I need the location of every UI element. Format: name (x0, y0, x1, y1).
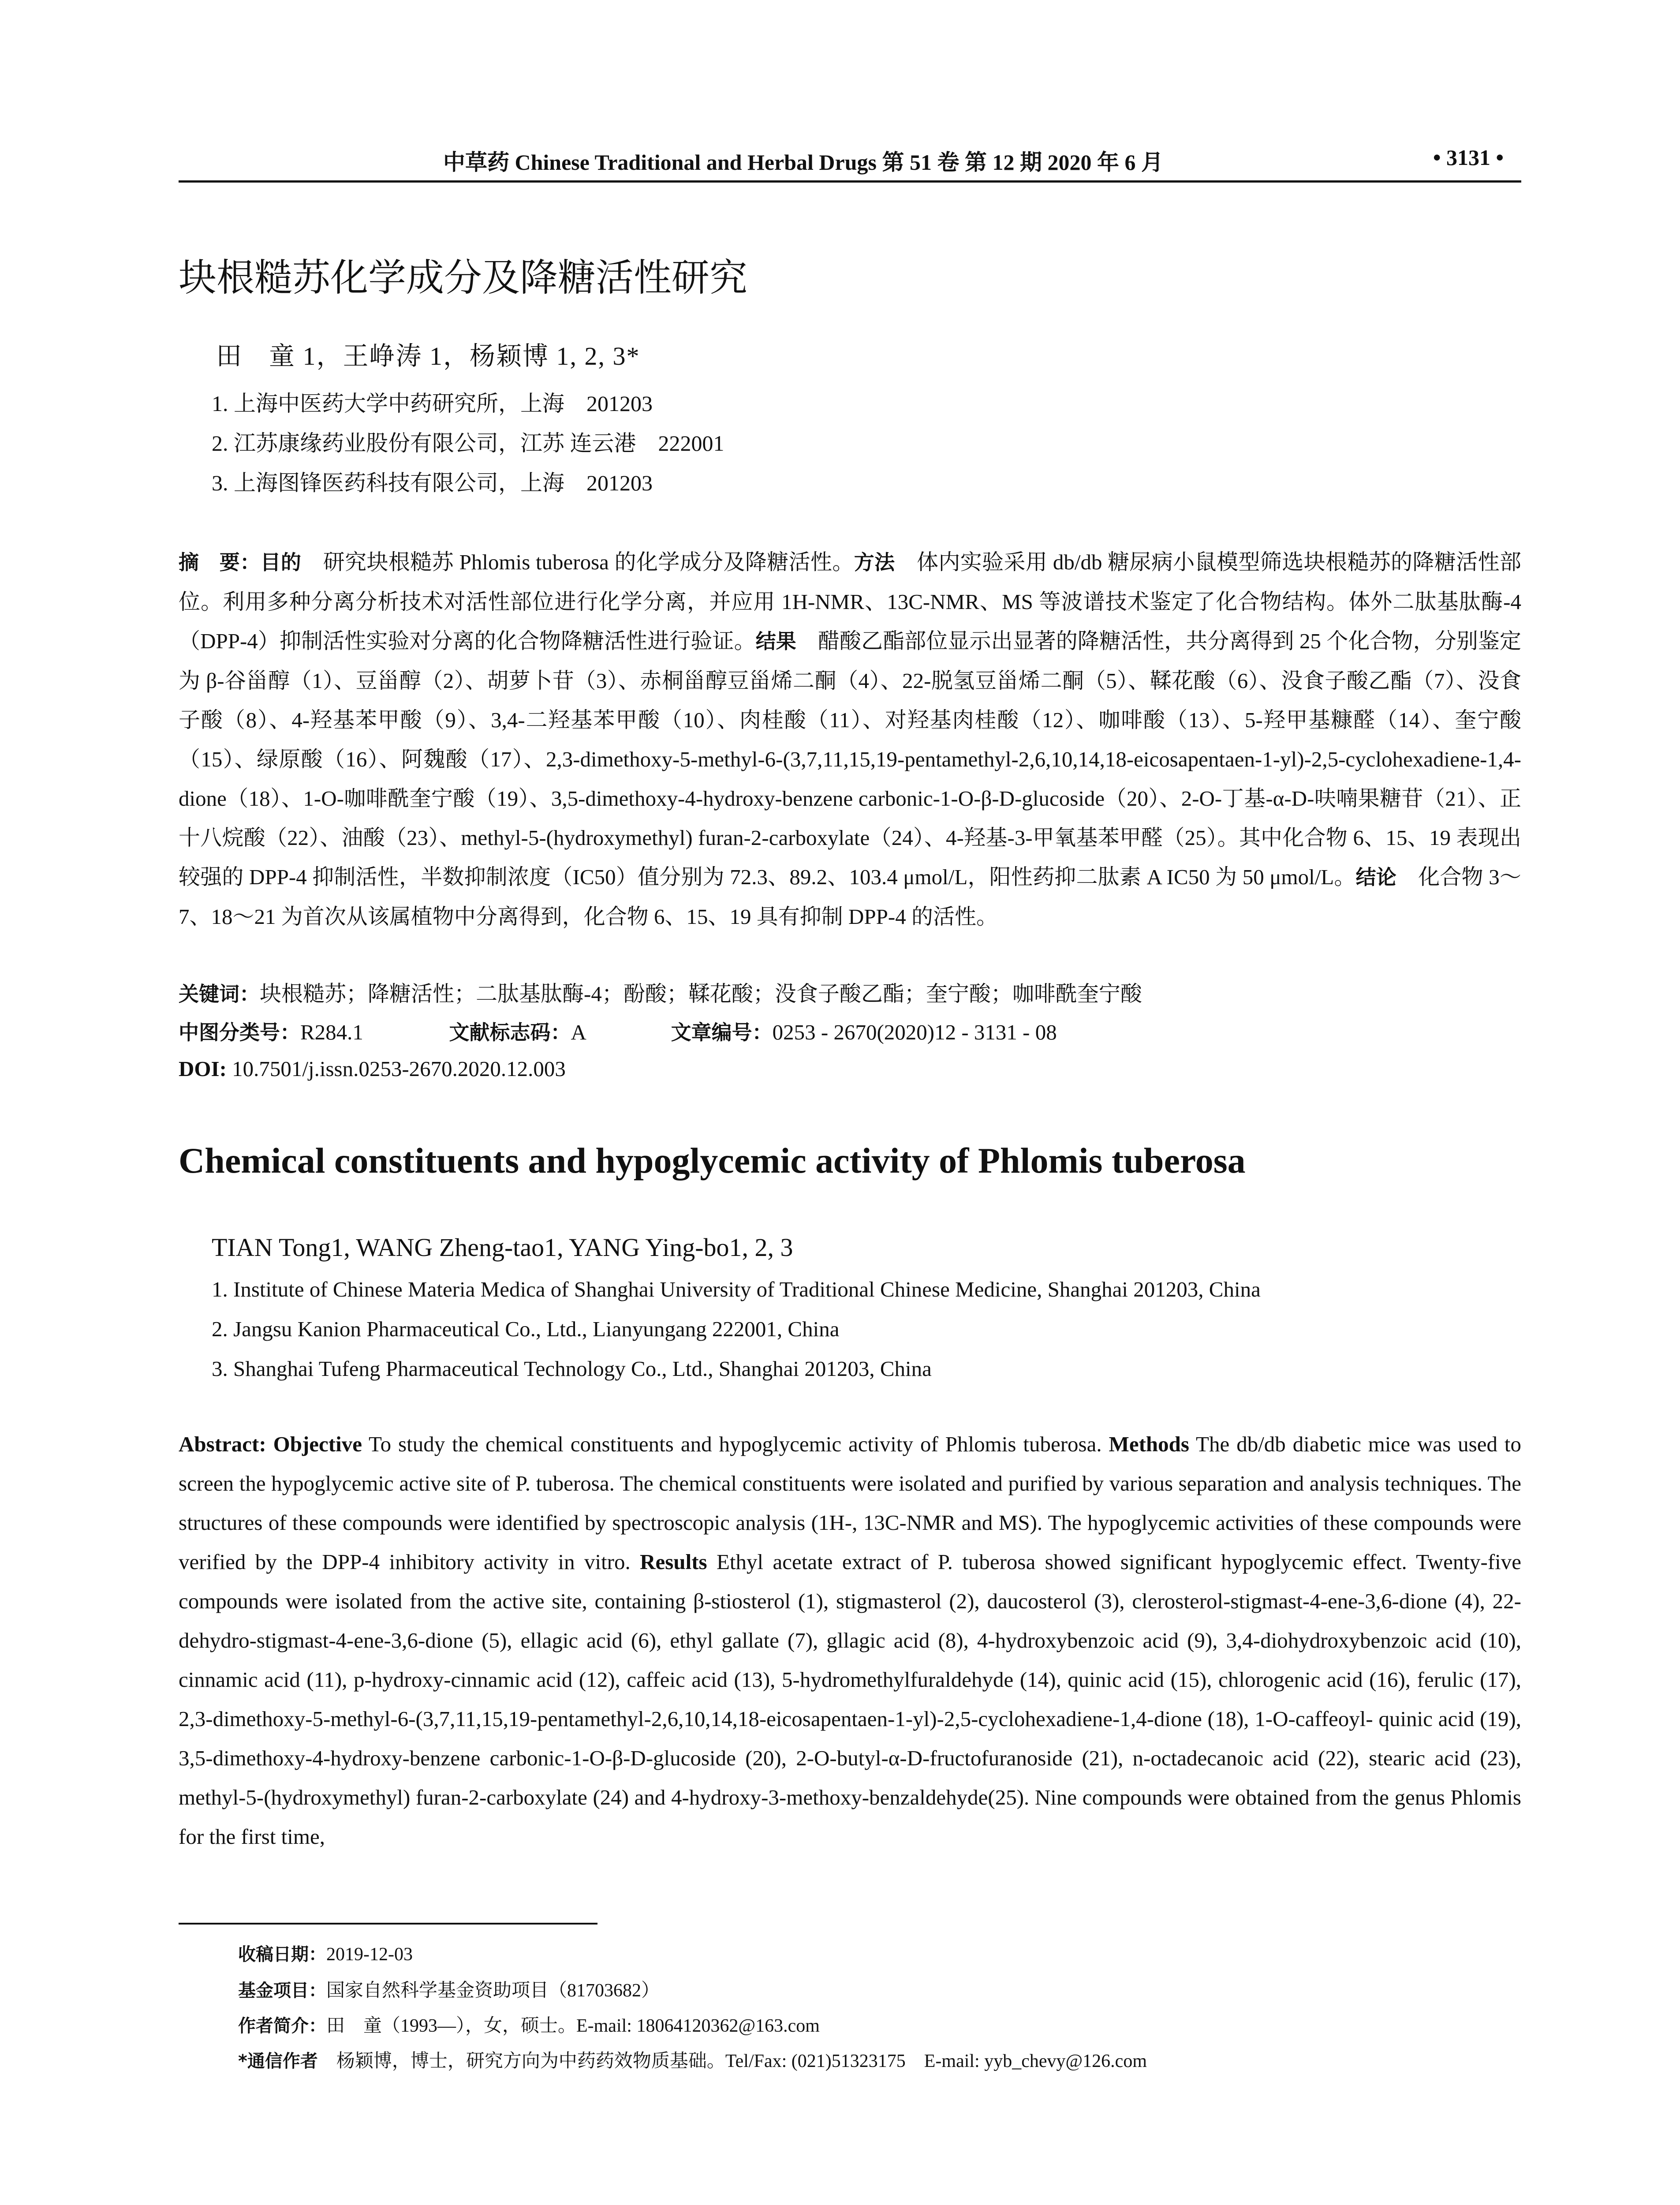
footnote-rule (179, 1923, 597, 1925)
cn-affiliation-1: 1. 上海中医药大学中药研究所，上海 201203 (212, 391, 653, 416)
cn-abstract-label: 摘 要： (179, 550, 261, 574)
en-methods: The db/db diabetic mice was used to screen the hypoglycemic active site of P. tuberosa. The chemical constituents were isolated and purified by various separation and analysis techniques. The structures of these compounds were identified by spectroscopic analysis (1H-, 13C-NMR and MS). The hypoglycemic activities of these compounds were verified by the DPP-4 inhibitory activity in vitro. (179, 1432, 1522, 1574)
cn-abstract (179, 542, 1521, 936)
en-results-label: Results (640, 1550, 707, 1574)
cn-methods: 体内实验采用 db/db 糖尿病小鼠模型筛选块根糙苏的降糖活性部位。利用多种分离分析技术对活性部位进行化学分离，并应用 1H-NMR、13C-NMR、MS 等波谱技术鉴定了化合物结构。体外二肽基肽酶-4（DPP-4）抑制活性实验对分离的化合物降糖活性进行验证。 (179, 550, 1522, 653)
en-results: Ethyl acetate extract of P. tuberosa showed significant hypoglycemic effect. Twenty-five compounds were isolated from the active site, containing β-stiosterol (1), stigmasterol (2), daucosterol (3), clerosterol-stigmast-4-ene-3,6-dione (4), 22-dehydro-stigmast-4-ene-3,6-dione (5), ellagic acid (6), ethyl gallate (7), gllagic acid (8), 4-hydroxybenzoic acid (9), 3,4-diohydroxybenzoic acid (10), cinnamic acid (11), p-hydroxy-cinnamic acid (12), caffeic acid (13), 5-hydromethylfuraldehyde (14), quinic acid (15), chlorogenic acid (16), ferulic (17), 2,3-dimethoxy-5-methyl-6-(3,7,11,15,19-pentamethyl-2,6,10,14,18-eicosapentaen-1-yl)-2,5-cyclohexadiene-1,4-dione (18), 1-O-caffeoyl- quinic acid (19), 3,5-dimethoxy-4-hydroxy-benzene carbonic-1-O-β-D-glucoside (20), 2-O-butyl-α-D-fructofuranoside (21), n-octadecanoic acid (22), stearic acid (23), methyl-5-(hydroxymethyl) furan-2-carboxylate (24) and 4-hydroxy-3-methoxy-benzaldehyde(25). Nine compounds were obtained from the genus Phlomis for the first time, (179, 1550, 1521, 1849)
journal-name: 中草药 Chinese Traditional and Herbal Drugs 第 51 卷 第 12 期 2020 年 6 月 (443, 150, 1163, 175)
en-objective: To study the chemical constituents and hypoglycemic activity of Phlomis tuberosa. (362, 1432, 1102, 1456)
page-number: • 3131 • (1433, 145, 1504, 170)
en-authors: TIAN Tong1, WANG Zheng-tao1, YANG Ying-bo1, 2, 3 (212, 1233, 793, 1262)
en-affiliation-1: 1. Institute of Chinese Materia Medica of Shanghai University of Traditional Chinese Medicine, Shanghai 201203, China (212, 1277, 1261, 1301)
footnote-text: 田 童（1993—），女，硕士。E-mail: 18064120362@163.com (326, 2016, 820, 2036)
footnote-received (238, 1940, 413, 1966)
doccode-label: 文献标志码： (449, 1020, 571, 1044)
footnote-label: 作者简介： (238, 2016, 326, 2036)
cn-objective-label: 目的 (260, 550, 302, 574)
en-abstract-label: Abstract: Objective (179, 1432, 362, 1456)
cn-authors: 田 童 1，王峥涛 1，杨颖博 1, 2, 3* (216, 342, 640, 370)
footnote-label: *通信作者 (238, 2051, 318, 2071)
en-affiliation-3: 3. Shanghai Tufeng Pharmaceutical Technology Co., Ltd., Shanghai 201203, China (212, 1357, 932, 1381)
cn-conclusion: 化合物 3～7、18～21 为首次从该属植物中分离得到，化合物 6、15、19 具有抑制 DPP-4 的活性。 (179, 865, 1521, 929)
cn-keywords-label: 关键词： (179, 982, 260, 1006)
header-rule (179, 180, 1521, 183)
footnote-text: 2019-12-03 (326, 1944, 413, 1965)
footnote-label: 收稿日期： (238, 1944, 326, 1965)
article-no-value: 0253 - 2670(2020)12 - 3131 - 08 (772, 1020, 1057, 1044)
cn-affiliation-2: 2. 江苏康缘药业股份有限公司，江苏 连云港 222001 (212, 431, 724, 456)
footnote-label: 基金项目： (238, 1981, 326, 2001)
en-affiliation-2: 2. Jangsu Kanion Pharmaceutical Co., Ltd., Lianyungang 222001, China (212, 1317, 840, 1341)
doccode-value: A (571, 1020, 586, 1044)
en-title: Chemical constituents and hypoglycemic activity of Phlomis tuberosa (179, 1140, 1246, 1181)
cn-classification-line (179, 1017, 1057, 1046)
cn-objective: 研究块根糙苏 Phlomis tuberosa 的化学成分及降糖活性。 (301, 550, 854, 574)
clc-value: R284.1 (300, 1020, 363, 1044)
footnote-text: 国家自然科学基金资助项目（81703682） (326, 1981, 660, 2001)
cn-results: 醋酸乙酯部位显示出显著的降糖活性，共分离得到 25 个化合物，分别鉴定为 β-谷甾醇（1）、豆甾醇（2）、胡萝卜苷（3）、赤桐甾醇豆甾烯二酮（4）、22-脱氢豆甾烯二酮（5）、鞣花酸（6）、没食子酸乙酯（7）、没食子酸（8）、4-羟基苯甲酸（9）、3,4-二羟基苯甲酸（10）、肉桂酸（11）、对羟基肉桂酸（12）、咖啡酸（13）、5-羟甲基糠醛（14）、奎宁酸（15）、绿原酸（16）、阿魏酸（17）、2,3-dimethoxy-5-methyl-6-(3,7,11,15,19-pentamethyl-2,6,10,14,18-eicosapentaen-1-yl)-2,5-cyclohexadiene-1,4-dione（18）、1-O-咖啡酰奎宁酸（19）、3,5-dimethoxy-4-hydroxy-benzene carbonic-1-O-β-D-glucoside（20）、2-O-丁基-α-D-呋喃果糖苷（21）、正十八烷酸（22）、油酸（23）、methyl-5-(hydroxymethyl) furan-2-carboxylate（24）、4-羟基-3-甲氧基苯甲醛（25）。其中化合物 6、15、19 表现出较强的 DPP-4 抑制活性，半数抑制浓度（IC50）值分别为 72.3、89.2、103.4 μmol/L，阳性药抑二肽素 A IC50 为 50 μmol/L。 (179, 629, 1521, 889)
footnote-funding (238, 1976, 660, 2002)
doi-value: 10.7501/j.issn.0253-2670.2020.12.003 (226, 1057, 566, 1081)
footnote-author-bio (238, 2011, 820, 2037)
article-no-label: 文章编号： (671, 1020, 773, 1044)
en-methods-label: Methods (1109, 1432, 1189, 1456)
footnote-corresponding (238, 2046, 1147, 2073)
footnote-text: 杨颖博，博士，研究方向为中药药效物质基础。Tel/Fax: (021)51323175 E-mail: yyb_chevy@126.com (317, 2051, 1147, 2071)
cn-affiliation-3: 3. 上海图锋医药科技有限公司，上海 201203 (212, 471, 653, 495)
cn-results-label: 结果 (755, 629, 796, 653)
cn-keywords-line (179, 977, 1142, 1008)
en-abstract (179, 1424, 1521, 1856)
doi-label: DOI: (179, 1057, 227, 1081)
cn-title: 块根糙苏化学成分及降糖活性研究 (179, 256, 747, 300)
cn-conclusion-label: 结论 (1355, 865, 1397, 889)
clc-label: 中图分类号： (179, 1020, 300, 1044)
cn-keywords: 块根糙苏；降糖活性；二肽基肽酶-4；酚酸；鞣花酸；没食子酸乙酯；奎宁酸；咖啡酰奎宁酸 (260, 982, 1142, 1006)
running-header (179, 140, 1521, 183)
doi-line (179, 1056, 566, 1081)
cn-methods-label: 方法 (854, 550, 895, 574)
